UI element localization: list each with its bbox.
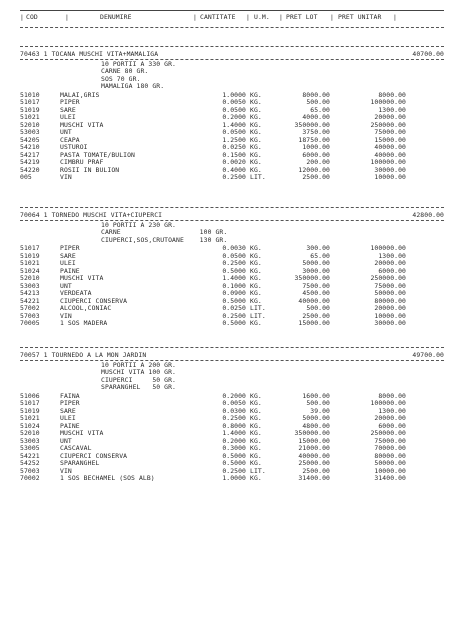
ingredient-um: KG.: [250, 251, 262, 260]
recipe-note: 10 PORTII A 230 GR.: [101, 220, 177, 229]
ingredient-lot-price: 25000.00: [298, 459, 330, 467]
ingredient-name: PIPER: [60, 244, 80, 252]
ingredient-um: KG.: [250, 281, 262, 290]
ingredient-unit-price: 20000.00: [374, 414, 406, 422]
ingredient-lot-price: 5000.00: [302, 259, 330, 267]
ingredient-code: 51021: [20, 259, 40, 267]
ingredient-lot-price: 300.00: [306, 244, 330, 252]
ingredient-unit-price: 10000.00: [374, 311, 406, 320]
ingredient-lot-price: 7500.00: [302, 281, 330, 290]
header-sep-4: |: [246, 13, 250, 21]
ingredient-name: SARE: [60, 406, 76, 415]
ingredient-unit-price: 75000.00: [374, 128, 406, 136]
ingredient-unit-price: 20000.00: [374, 259, 406, 267]
ingredient-unit-price: 250000.00: [370, 120, 406, 129]
ingredient-lot-price: 3750.00: [302, 128, 330, 136]
ingredient-unit-price: 100000.00: [370, 244, 406, 252]
ingredient-name: FAINA: [60, 391, 80, 400]
ingredient-unit-price: 100000.00: [370, 158, 406, 166]
ingredient-qty: 0.2500: [222, 259, 246, 267]
ingredient-unit-price: 20000.00: [374, 304, 406, 312]
ingredient-um: KG.: [250, 135, 262, 144]
ingredient-qty: 0.0900: [222, 289, 246, 297]
header-top-rule: [20, 10, 444, 11]
ingredient-name: MALAI,GRIS: [60, 90, 100, 99]
recipe-note: MAMALIGA 180 GR.: [101, 82, 165, 90]
ingredient-code: 53005: [20, 444, 40, 452]
header-sep-5: |: [279, 13, 283, 21]
ingredient-um: KG.: [250, 296, 262, 305]
ingredient-um: KG.: [250, 98, 262, 106]
ingredient-qty: 0.2500: [222, 311, 246, 320]
header-sep-2: |: [65, 13, 69, 21]
ingredient-code: 51019: [20, 406, 40, 415]
ingredient-lot-price: 3000.00: [302, 266, 330, 275]
ingredient-qty: 0.0500: [222, 251, 246, 260]
ingredient-um: LIT.: [250, 304, 266, 312]
ingredient-um: KG.: [250, 120, 262, 129]
ingredient-lot-price: 40000.00: [298, 451, 330, 460]
ingredient-name: VIN: [60, 311, 72, 320]
ingredient-name: ULEI: [60, 113, 76, 121]
ingredient-unit-price: 40000.00: [374, 143, 406, 151]
ingredient-qty: 0.2500: [222, 414, 246, 422]
ingredient-code: 54205: [20, 135, 40, 144]
ingredient-code: 51019: [20, 105, 40, 114]
ingredient-um: KG.: [250, 459, 262, 467]
ingredient-lot-price: 4800.00: [302, 421, 330, 430]
header-um: U.M.: [254, 13, 270, 21]
ingredient-unit-price: 20000.00: [374, 113, 406, 121]
header-sep-6: |: [330, 13, 334, 21]
recipe-title: 70463 1 TOCANA MUSCHI VITA+MAMALIGA: [20, 50, 159, 58]
ingredient-um: KG.: [250, 244, 262, 252]
ingredient-unit-price: 10000.00: [374, 173, 406, 181]
recipe-top-rule: [20, 207, 444, 208]
ingredient-code: 54219: [20, 158, 40, 166]
header-cantitate: CANTITATE: [200, 13, 236, 21]
ingredient-um: KG.: [250, 414, 262, 422]
ingredient-lot-price: 65.00: [310, 105, 330, 114]
ingredient-unit-price: 100000.00: [370, 98, 406, 106]
ingredient-name: CASCAVAL: [60, 444, 92, 452]
ingredient-unit-price: 31400.00: [374, 474, 406, 482]
ingredient-um: KG.: [250, 436, 262, 445]
ingredient-qty: 0.0050: [222, 98, 246, 106]
ingredient-qty: 0.5000: [222, 319, 246, 327]
ingredient-lot-price: 1600.00: [302, 391, 330, 400]
ingredient-qty: 0.3000: [222, 444, 246, 452]
ingredient-lot-price: 31400.00: [298, 474, 330, 482]
recipe-note: 10 PORTII A 200 GR.: [101, 360, 177, 369]
ingredient-lot-price: 1000.00: [302, 143, 330, 151]
ingredient-name: UNT: [60, 436, 72, 445]
ingredient-um: KG.: [250, 158, 262, 166]
recipe-price: 42800.00: [412, 211, 444, 219]
ingredient-name: SARE: [60, 105, 76, 114]
ingredient-qty: 0.0250: [222, 304, 246, 312]
ingredient-name: CEAPA: [60, 135, 80, 144]
ingredient-lot-price: 15000.00: [298, 436, 330, 445]
ingredient-name: VIN: [60, 466, 72, 475]
ingredient-um: KG.: [250, 113, 262, 121]
ingredient-um: KG.: [250, 150, 262, 159]
ingredient-name: SPARANGHEL: [60, 459, 100, 467]
ingredient-um: KG.: [250, 451, 262, 460]
ingredient-um: KG.: [250, 165, 262, 174]
recipe-note: MUSCHI VITA 100 GR.: [101, 368, 177, 376]
ingredient-qty: 0.0300: [222, 406, 246, 415]
ingredient-name: UNT: [60, 281, 72, 290]
header-sep-1: |: [20, 13, 24, 21]
ingredient-unit-price: 75000.00: [374, 436, 406, 445]
ingredient-lot-price: 65.00: [310, 251, 330, 260]
ingredient-qty: 0.5000: [222, 459, 246, 467]
ingredient-code: 51017: [20, 98, 40, 106]
ingredient-lot-price: 500.00: [306, 399, 330, 407]
ingredient-qty: 0.2500: [222, 173, 246, 181]
ingredient-code: 70002: [20, 474, 40, 482]
ingredient-lot-price: 15000.00: [298, 319, 330, 327]
ingredient-um: KG.: [250, 143, 262, 151]
recipe-price: 40700.00: [412, 50, 444, 58]
ingredient-qty: 0.2500: [222, 466, 246, 475]
ingredient-unit-price: 6000.00: [378, 266, 406, 275]
ingredient-lot-price: 12000.00: [298, 165, 330, 174]
ingredient-qty: 0.0020: [222, 158, 246, 166]
recipe-price: 49700.00: [412, 351, 444, 359]
ingredient-unit-price: 8000.00: [378, 391, 406, 400]
ingredient-lot-price: 350000.00: [294, 274, 330, 282]
ingredient-qty: 0.5000: [222, 451, 246, 460]
recipe-title-rule: [20, 59, 444, 60]
recipe-note: CIUPERCI,SOS,CRUTOANE 130 GR.: [101, 235, 228, 244]
ingredient-unit-price: 15000.00: [374, 135, 406, 144]
ingredient-name: PAINE: [60, 421, 80, 430]
ingredient-um: KG.: [250, 259, 262, 267]
header-bottom-rule: [20, 27, 444, 28]
ingredient-code: 53003: [20, 128, 40, 136]
ingredient-name: PASTA TOMATE/BULION: [60, 150, 136, 159]
ingredient-name: 1 SOS MADERA: [60, 319, 108, 327]
ingredient-unit-price: 250000.00: [370, 429, 406, 437]
ingredient-qty: 0.0500: [222, 105, 246, 114]
ingredient-name: USTUROI: [60, 143, 88, 151]
ingredient-code: 53003: [20, 436, 40, 445]
header-sep-7: |: [393, 13, 397, 21]
ingredient-code: 51010: [20, 90, 40, 99]
ingredient-qty: 0.1000: [222, 281, 246, 290]
ingredient-unit-price: 1300.00: [378, 406, 406, 415]
ingredient-unit-price: 40000.00: [374, 150, 406, 159]
ingredient-um: KG.: [250, 391, 262, 400]
ingredient-name: MUSCHI VITA: [60, 120, 104, 129]
ingredient-name: ROSII IN BULION: [60, 165, 120, 174]
ingredient-unit-price: 100000.00: [370, 399, 406, 407]
ingredient-um: KG.: [250, 266, 262, 275]
ingredient-name: ULEI: [60, 414, 76, 422]
ingredient-name: PIPER: [60, 399, 80, 407]
ingredient-code: 54221: [20, 296, 40, 305]
ingredient-name: ULEI: [60, 259, 76, 267]
ingredient-code: 52010: [20, 274, 40, 282]
ingredient-um: KG.: [250, 399, 262, 407]
recipe-note: SOS 70 GR.: [101, 74, 141, 83]
recipe-note: 10 PORTII A 330 GR.: [101, 59, 177, 68]
ingredient-um: KG.: [250, 128, 262, 136]
recipe-top-rule: [20, 347, 444, 348]
ingredient-lot-price: 350000.00: [294, 429, 330, 437]
ingredient-name: CIUPERCI CONSERVA: [60, 296, 128, 305]
ingredient-code: 57002: [20, 304, 40, 312]
ingredient-code: 54252: [20, 459, 40, 467]
ingredient-um: KG.: [250, 319, 262, 327]
ingredient-qty: 1.4000: [222, 274, 246, 282]
ingredient-name: PAINE: [60, 266, 80, 275]
recipe-note: SPARANGHEL 50 GR.: [101, 383, 177, 391]
ingredient-um: LIT.: [250, 311, 266, 320]
ingredient-lot-price: 500.00: [306, 304, 330, 312]
ingredient-um: KG.: [250, 474, 262, 482]
ingredient-unit-price: 70000.00: [374, 444, 406, 452]
ingredient-unit-price: 50000.00: [374, 459, 406, 467]
ingredient-lot-price: 500.00: [306, 98, 330, 106]
ingredient-unit-price: 75000.00: [374, 281, 406, 290]
ingredient-qty: 0.8000: [222, 421, 246, 430]
ingredient-lot-price: 350000.00: [294, 120, 330, 129]
ingredient-um: KG.: [250, 444, 262, 452]
recipe-top-rule: [20, 46, 444, 47]
ingredient-name: UNT: [60, 128, 72, 136]
ingredient-um: KG.: [250, 289, 262, 297]
ingredient-qty: 0.0500: [222, 128, 246, 136]
ingredient-lot-price: 40000.00: [298, 296, 330, 305]
ingredient-code: 005: [20, 173, 32, 181]
ingredient-qty: 0.5000: [222, 296, 246, 305]
ingredient-qty: 0.1500: [222, 150, 246, 159]
ingredient-qty: 1.4000: [222, 120, 246, 129]
ingredient-lot-price: 2500.00: [302, 311, 330, 320]
ingredient-unit-price: 1300.00: [378, 251, 406, 260]
ingredient-code: 52010: [20, 429, 40, 437]
ingredient-lot-price: 4500.00: [302, 289, 330, 297]
ingredient-name: VERDEATA: [60, 289, 92, 297]
ingredient-code: 51021: [20, 113, 40, 121]
ingredient-code: 54210: [20, 143, 40, 151]
ingredient-unit-price: 30000.00: [374, 319, 406, 327]
ingredient-name: MUSCHI VITA: [60, 429, 104, 437]
ingredient-unit-price: 6000.00: [378, 421, 406, 430]
ingredient-unit-price: 30000.00: [374, 165, 406, 174]
ingredient-lot-price: 4000.00: [302, 113, 330, 121]
ingredient-code: 51024: [20, 421, 40, 430]
ingredient-qty: 1.2500: [222, 135, 246, 144]
ingredient-qty: 0.4000: [222, 165, 246, 174]
ingredient-code: 54221: [20, 451, 40, 460]
ingredient-um: KG.: [250, 274, 262, 282]
ingredient-name: CIUPERCI CONSERVA: [60, 451, 128, 460]
ingredient-qty: 0.0250: [222, 143, 246, 151]
recipe-title: 70057 1 TOURNEDO A LA MON JARDIN: [20, 351, 147, 359]
header-pret-lot: PRET LOT: [286, 13, 318, 21]
recipe-title-rule: [20, 220, 444, 221]
ingredient-qty: 0.2000: [222, 113, 246, 121]
header-sep-3: |: [193, 13, 197, 21]
ingredient-lot-price: 39.00: [310, 406, 330, 415]
recipe-note: CARNE 100 GR.: [101, 228, 228, 236]
ingredient-code: 51024: [20, 266, 40, 275]
ingredient-unit-price: 80000.00: [374, 296, 406, 305]
recipe-note: CARNE 80 GR.: [101, 67, 149, 75]
ingredient-code: 51006: [20, 391, 40, 400]
ingredient-unit-price: 10000.00: [374, 466, 406, 475]
ingredient-um: KG.: [250, 90, 262, 99]
ingredient-qty: 0.2000: [222, 391, 246, 400]
ingredient-um: LIT.: [250, 173, 266, 181]
ingredient-qty: 0.2000: [222, 436, 246, 445]
ingredient-code: 70005: [20, 319, 40, 327]
ingredient-lot-price: 5000.00: [302, 414, 330, 422]
ingredient-code: 57003: [20, 466, 40, 475]
ingredient-code: 51021: [20, 414, 40, 422]
ingredient-lot-price: 21000.00: [298, 444, 330, 452]
ingredient-code: 54213: [20, 289, 40, 297]
ingredient-unit-price: 250000.00: [370, 274, 406, 282]
ingredient-um: KG.: [250, 421, 262, 430]
ingredient-um: KG.: [250, 406, 262, 415]
ingredient-lot-price: 2500.00: [302, 466, 330, 475]
ingredient-um: LIT.: [250, 466, 266, 475]
recipe-title: 70064 1 TORNEDO MUSCHI VITA+CIUPERCI: [20, 211, 163, 219]
ingredient-code: 57003: [20, 311, 40, 320]
header-cod: COD: [26, 13, 38, 21]
ingredient-code: 54217: [20, 150, 40, 159]
header-pret-unitar: PRET UNITAR: [338, 13, 382, 21]
header-denumire: DENUMIRE: [100, 13, 132, 21]
ingredient-lot-price: 8000.00: [302, 90, 330, 99]
ingredient-name: PIPER: [60, 98, 80, 106]
ingredient-qty: 1.4000: [222, 429, 246, 437]
ingredient-um: KG.: [250, 105, 262, 114]
ingredient-lot-price: 6000.00: [302, 150, 330, 159]
ingredient-code: 51017: [20, 399, 40, 407]
ingredient-code: 51017: [20, 244, 40, 252]
ingredient-name: VIN: [60, 173, 72, 181]
ingredient-name: CIMBRU PRAF: [60, 158, 104, 166]
ingredient-name: MUSCHI VITA: [60, 274, 104, 282]
ingredient-lot-price: 2500.00: [302, 173, 330, 181]
ingredient-name: ALCOOL,CONIAC: [60, 304, 112, 312]
ingredient-code: 53003: [20, 281, 40, 290]
ingredient-qty: 1.0000: [222, 474, 246, 482]
recipe-note: CIUPERCI 50 GR.: [101, 375, 177, 384]
ingredient-unit-price: 80000.00: [374, 451, 406, 460]
ingredient-qty: 0.0050: [222, 399, 246, 407]
ingredient-code: 54220: [20, 165, 40, 174]
ingredient-lot-price: 200.00: [306, 158, 330, 166]
recipe-title-rule: [20, 360, 444, 361]
ingredient-unit-price: 50000.00: [374, 289, 406, 297]
ingredient-unit-price: 1300.00: [378, 105, 406, 114]
ingredient-qty: 1.0000: [222, 90, 246, 99]
ingredient-um: KG.: [250, 429, 262, 437]
ingredient-code: 52010: [20, 120, 40, 129]
ingredient-code: 51019: [20, 251, 40, 260]
ingredient-name: SARE: [60, 251, 76, 260]
ingredient-unit-price: 8000.00: [378, 90, 406, 99]
ingredient-lot-price: 18750.00: [298, 135, 330, 144]
ingredient-name: 1 SOS BECHAMEL (SOS ALB): [60, 474, 155, 482]
ingredient-qty: 0.0030: [222, 244, 246, 252]
ingredient-qty: 0.5000: [222, 266, 246, 275]
